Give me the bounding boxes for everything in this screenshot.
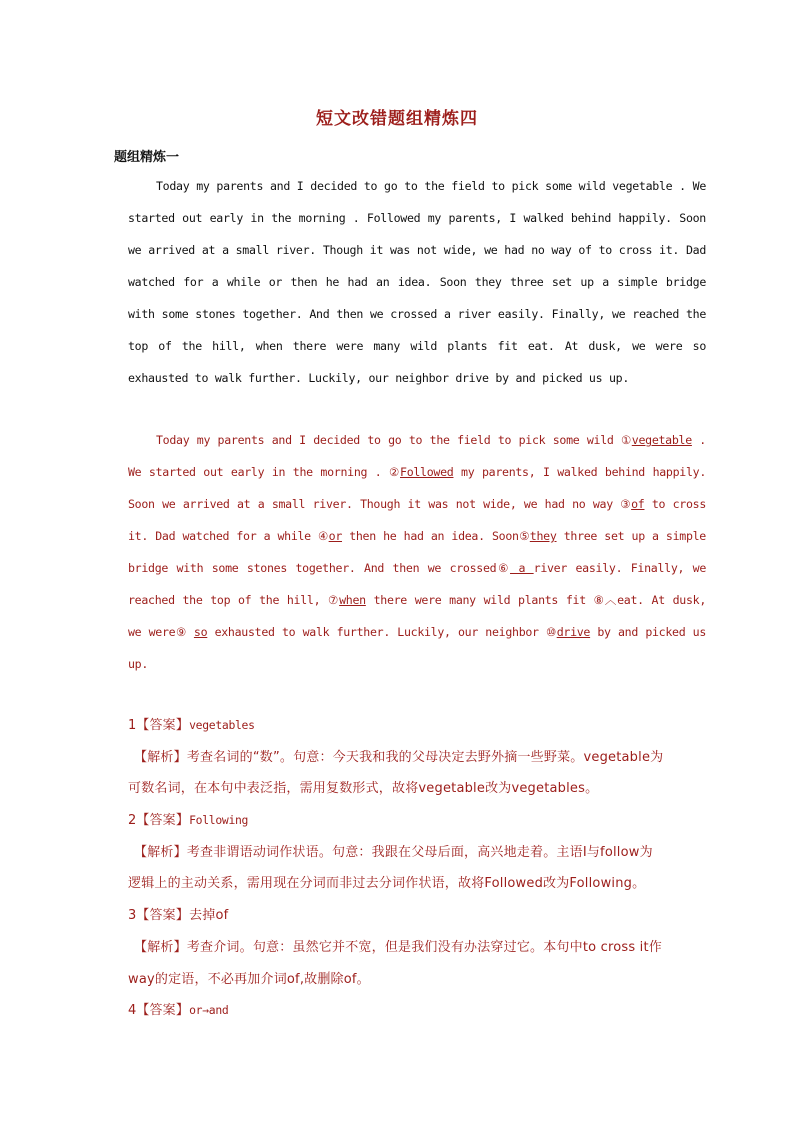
- error-word-6: a: [510, 561, 534, 575]
- answer-text: 去掉of: [189, 908, 229, 924]
- error-word-7: when: [339, 593, 366, 607]
- answer-label: 【答案】: [136, 1003, 190, 1019]
- error-word-2: Followed: [400, 465, 454, 479]
- explanation-text: 可数名词，在本句中表泛指，需用复数形式，故将vegetable改为vegetables。: [128, 781, 599, 797]
- error-marker-5: ⑤: [518, 529, 530, 543]
- answer-number: 1: [128, 718, 137, 733]
- passage-segment: exhausted to walk further. Luckily, our neighbor: [207, 625, 547, 639]
- error-marker-8: ⑧: [593, 593, 605, 607]
- answer-2: [128, 805, 708, 837]
- passage-segment: Today my parents and I decided to go to the field to pick some wild: [156, 433, 621, 447]
- passage-segment: by and picked us up.: [128, 625, 707, 671]
- error-word-3: of: [631, 497, 645, 511]
- explanation-text: 考查介词。句意：虽然它并不宽，但是我们没有办法穿过它。本句中to cross it作: [186, 939, 662, 955]
- answer-label: 【答案】: [136, 908, 190, 924]
- answer-number: 2: [128, 813, 137, 829]
- error-marker-6: ⑥: [496, 561, 511, 575]
- passage-segment: river easily. Finally, we reached the top of the hill,: [128, 561, 707, 607]
- passage-segment: three set up a simple bridge with some stones together. And then we crossed: [128, 529, 706, 575]
- answer-text: or→and: [189, 1003, 229, 1018]
- page-title: 短文改错题组精炼四: [316, 109, 478, 129]
- answer-label: 【答案】: [136, 718, 190, 733]
- answer-label: 【答案】: [136, 813, 190, 829]
- error-marker-9: ⑨: [175, 625, 187, 639]
- error-word-1: vegetable: [631, 433, 692, 447]
- section-heading: 题组精炼一: [114, 150, 180, 165]
- answer-text: vegetables: [189, 718, 255, 732]
- passage-segment: . We started out early in the morning .: [128, 433, 706, 479]
- explanation-label: 【解析】: [134, 844, 187, 860]
- error-marker-10: ⑩: [546, 625, 557, 639]
- answer-list: [128, 710, 708, 1027]
- marked-passage: [128, 424, 706, 680]
- answer-number: 3: [128, 908, 137, 924]
- explanation-label: 【解析】: [134, 749, 187, 765]
- original-passage: [128, 170, 706, 394]
- insert-caret-8: ︿: [604, 593, 618, 607]
- error-marker-3: ③: [620, 497, 632, 511]
- explanation-2: [128, 837, 708, 869]
- passage-segment: to cross it. Dad watched for a while: [128, 497, 707, 543]
- error-marker-1: ①: [620, 433, 632, 447]
- error-word-10: drive: [556, 625, 591, 639]
- passage-segment: my parents, I walked behind happily. Soon we arrived at a small river. Though it was not wide, we had no way: [128, 465, 707, 511]
- passage-segment: eat. At dusk, we were: [128, 593, 707, 639]
- passage-text: Today my parents and I decided to go to the field to pick some wild vegetable . We started out early in the morning . Followed my parents, I walked behind happily. Soon we arrived at a small river. Though it was not wide, we had no way of to cross it. Dad watched for a while or then he had an idea. Soon they three set up a simple bridge with some stones together. And then we crossed a river easily. Finally, we reached the top of the hill, when there were many wild plants fit eat. At dusk, we were so exhausted to walk further. Luckily, our neighbor drive by and picked us up.: [128, 179, 706, 385]
- passage-segment: then he had an idea. Soon: [342, 529, 519, 543]
- error-marker-4: ④: [318, 529, 329, 543]
- explanation-text: way的定语，不必再加介词of,故删除of。: [128, 971, 370, 987]
- explanation-text: 考查非谓语动词作状语。句意：我跟在父母后面，高兴地走着。主语I与follow为: [186, 844, 653, 860]
- answer-3: [128, 900, 708, 932]
- answer-1: [128, 710, 708, 742]
- explanation-text: 考查名词的“数”。句意：今天我和我的父母决定去野外摘一些野菜。vegetable为: [186, 749, 664, 765]
- error-word-9: so: [193, 625, 208, 639]
- answer-4: [128, 995, 708, 1027]
- explanation-1: [128, 742, 708, 774]
- explanation-3: [128, 932, 708, 964]
- answer-text: Following: [189, 813, 249, 828]
- explanation-label: 【解析】: [134, 939, 187, 955]
- passage-segment: there were many wild plants fit: [365, 593, 594, 607]
- error-marker-7: ⑦: [327, 593, 340, 607]
- error-word-5: they: [529, 529, 557, 543]
- answer-number: 4: [128, 1003, 137, 1019]
- error-marker-2: ②: [389, 465, 401, 479]
- explanation-text: 逻辑上的主动关系，需用现在分词而非过去分词作状语，故将Followed改为Following。: [128, 876, 646, 892]
- error-word-4: or: [328, 529, 343, 543]
